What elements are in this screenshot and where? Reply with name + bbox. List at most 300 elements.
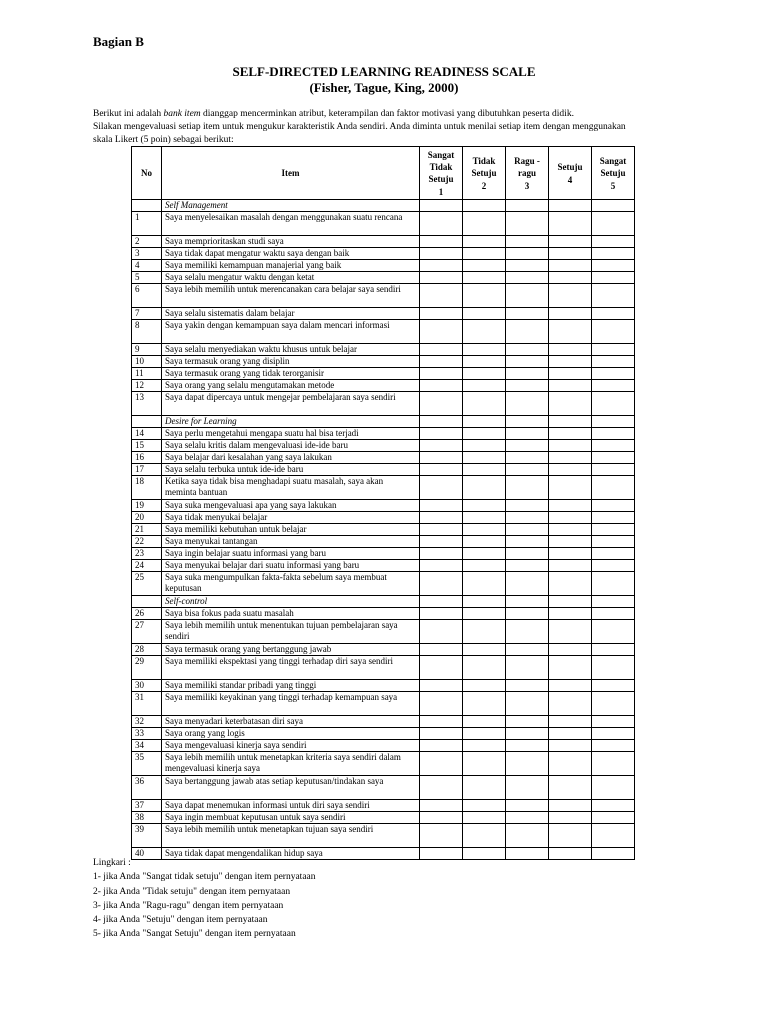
rating-cell-5[interactable] [592,536,635,548]
rating-cell-2[interactable] [463,368,506,380]
rating-cell-1[interactable] [420,464,463,476]
rating-cell-1 [420,596,463,608]
item-statement: Saya selalu terbuka untuk ide-ide baru [162,464,420,476]
rating-cell-4[interactable] [549,572,592,596]
rating-cell-4[interactable] [549,548,592,560]
item-row [132,272,635,284]
item-number: 27 [132,620,162,644]
rating-cell-1[interactable] [420,776,463,800]
rating-cell-1[interactable] [420,572,463,596]
intro-suffix: dianggap mencerminkan atribut, keterampilan dan faktor motivasi yang dibutuhkan peserta didik. [200,109,574,119]
intro-line-1 [93,108,693,121]
table-body [132,200,635,860]
item-statement: Saya dapat menemukan informasi untuk diri saya sendiri [162,800,420,812]
item-row [132,800,635,812]
rating-cell-3[interactable] [506,752,549,776]
item-row [132,608,635,620]
rating-cell-1[interactable] [420,812,463,824]
rating-cell-3[interactable] [506,392,549,416]
item-statement: Saya orang yang selalu mengutamakan metode [162,380,420,392]
rating-cell-4[interactable] [549,380,592,392]
rating-cell-2[interactable] [463,524,506,536]
rating-cell-3[interactable] [506,260,549,272]
item-number: 8 [132,320,162,344]
rating-cell-1[interactable] [420,716,463,728]
rating-cell-2[interactable] [463,752,506,776]
rating-cell-1[interactable] [420,512,463,524]
header-scale-4 [549,147,592,200]
rating-cell-2[interactable] [463,284,506,308]
rating-cell-1 [420,416,463,428]
rating-cell-4[interactable] [549,320,592,344]
item-number: 6 [132,284,162,308]
item-statement: Saya ingin membuat keputusan untuk saya sendiri [162,812,420,824]
item-statement: Saya memprioritaskan studi saya [162,236,420,248]
item-number: 23 [132,548,162,560]
item-statement: Saya suka mengevaluasi apa yang saya lakukan [162,500,420,512]
rating-cell-4[interactable] [549,212,592,236]
rating-cell-1[interactable] [420,428,463,440]
notes-line: 3- jika Anda "Ragu-ragu" dengan item pernyataan [93,900,284,911]
item-number: 24 [132,560,162,572]
item-row [132,572,635,596]
rating-cell-1[interactable] [420,620,463,644]
rating-cell-3[interactable] [506,548,549,560]
rating-cell-4[interactable] [549,248,592,260]
rating-cell-2[interactable] [463,308,506,320]
item-number: 3 [132,248,162,260]
rating-cell-3 [506,596,549,608]
rating-cell-1[interactable] [420,272,463,284]
item-row [132,812,635,824]
scale-1-number: 1 [438,186,444,197]
rating-cell-3[interactable] [506,608,549,620]
rating-cell-4[interactable] [549,536,592,548]
rating-cell-3[interactable] [506,248,549,260]
rating-cell-1[interactable] [420,740,463,752]
rating-cell-2[interactable] [463,728,506,740]
rating-cell-3[interactable] [506,644,549,656]
rating-cell-5[interactable] [592,728,635,740]
item-statement: Saya lebih memilih untuk menentukan tujuan pembelajaran saya sendiri [162,620,420,644]
rating-cell-3[interactable] [506,284,549,308]
rating-cell-3[interactable] [506,800,549,812]
rating-cell-3[interactable] [506,476,549,500]
rating-cell-4[interactable] [549,284,592,308]
scale-5-label: Sangat Setuju [599,155,627,178]
rating-cell-5[interactable] [592,680,635,692]
category-row [132,596,635,608]
rating-cell-2[interactable] [463,644,506,656]
notes-line: 1- jika Anda "Sangat tidak setuju" dengan item pernyataan [93,872,316,883]
rating-cell-3[interactable] [506,380,549,392]
rating-cell-5[interactable] [592,356,635,368]
rating-cell-2[interactable] [463,656,506,680]
scale-3-label: Ragu -ragu [514,155,540,178]
rating-cell-5[interactable] [592,644,635,656]
intro-instructions [93,121,693,147]
rating-cell-4[interactable] [549,428,592,440]
rating-cell-3[interactable] [506,236,549,248]
rating-cell-5[interactable] [592,656,635,680]
item-number: 1 [132,212,162,236]
item-number: 26 [132,608,162,620]
rating-cell-2[interactable] [463,680,506,692]
rating-cell-2[interactable] [463,428,506,440]
rating-cell-2[interactable] [463,500,506,512]
rating-cell-1[interactable] [420,344,463,356]
item-row [132,644,635,656]
rating-cell-4[interactable] [549,476,592,500]
rating-cell-1[interactable] [420,212,463,236]
rating-cell-5[interactable] [592,776,635,800]
rating-cell-3[interactable] [506,824,549,848]
rating-cell-1[interactable] [420,548,463,560]
item-number: 11 [132,368,162,380]
item-number: 16 [132,452,162,464]
rating-cell-5[interactable] [592,380,635,392]
rating-cell-3[interactable] [506,344,549,356]
rating-cell-4[interactable] [549,524,592,536]
rating-cell-4[interactable] [549,260,592,272]
rating-cell-5[interactable] [592,500,635,512]
rating-cell-5[interactable] [592,476,635,500]
item-row [132,212,635,236]
item-row [132,476,635,500]
rating-cell-2[interactable] [463,356,506,368]
rating-cell-5[interactable] [592,608,635,620]
rating-cell-5[interactable] [592,800,635,812]
rating-cell-2[interactable] [463,716,506,728]
item-statement: Saya termasuk orang yang disiplin [162,356,420,368]
rating-cell-2[interactable] [463,452,506,464]
rating-cell-1[interactable] [420,644,463,656]
rating-cell-5[interactable] [592,320,635,344]
rating-cell-4[interactable] [549,620,592,644]
item-row [132,356,635,368]
item-statement: Saya menyukai tantangan [162,536,420,548]
rating-cell-2[interactable] [463,548,506,560]
rating-cell-4[interactable] [549,716,592,728]
rating-cell-1[interactable] [420,728,463,740]
rating-cell-1[interactable] [420,524,463,536]
rating-cell-1[interactable] [420,440,463,452]
rating-cell-3[interactable] [506,440,549,452]
rating-cell-4[interactable] [549,644,592,656]
rating-cell-2[interactable] [463,260,506,272]
rating-cell-5[interactable] [592,464,635,476]
item-row [132,320,635,344]
rating-cell-1[interactable] [420,356,463,368]
rating-cell-5 [592,596,635,608]
rating-cell-5[interactable] [592,212,635,236]
rating-cell-2[interactable] [463,536,506,548]
rating-cell-4[interactable] [549,464,592,476]
intro-line-3: skala Likert (5 poin) sebagai berikut: [93,135,234,145]
rating-cell-4[interactable] [549,272,592,284]
item-row [132,344,635,356]
rating-cell-5[interactable] [592,752,635,776]
rating-cell-2 [463,596,506,608]
rating-cell-3[interactable] [506,572,549,596]
item-row [132,308,635,320]
item-number: 37 [132,800,162,812]
item-statement: Saya lebih memilih untuk menetapkan tujuan saya sendiri [162,824,420,848]
header-item: Item [162,147,420,200]
item-row [132,464,635,476]
rating-cell-3[interactable] [506,452,549,464]
rating-cell-2 [463,200,506,212]
rating-cell-4[interactable] [549,608,592,620]
rating-cell-5[interactable] [592,848,635,860]
rating-cell-4 [549,200,592,212]
intro-line-2: Silakan mengevaluasi setiap item untuk mengukur karakteristik Anda sendiri. Anda diminta untuk menilai setiap item dengan menggunakan [93,122,626,132]
item-number: 13 [132,392,162,416]
rating-cell-5[interactable] [592,260,635,272]
rating-cell-4[interactable] [549,656,592,680]
rating-cell-2[interactable] [463,476,506,500]
rating-cell-2[interactable] [463,692,506,716]
rating-cell-5[interactable] [592,440,635,452]
item-statement: Saya selalu mengatur waktu dengan ketat [162,272,420,284]
header-scale-2 [463,147,506,200]
rating-cell-2[interactable] [463,392,506,416]
rating-cell-1[interactable] [420,380,463,392]
scale-4-number: 4 [567,174,573,185]
item-statement: Saya memiliki kemampuan manajerial yang baik [162,260,420,272]
rating-cell-4[interactable] [549,356,592,368]
rating-cell-2[interactable] [463,272,506,284]
rating-cell-2[interactable] [463,380,506,392]
notes-line: 4- jika Anda "Setuju" dengan item pernyataan [93,915,268,926]
item-statement: Saya menyadari keterbatasan diri saya [162,716,420,728]
rating-cell-2[interactable] [463,560,506,572]
rating-cell-5[interactable] [592,272,635,284]
rating-cell-4[interactable] [549,752,592,776]
rating-cell-3[interactable] [506,368,549,380]
rating-cell-5[interactable] [592,392,635,416]
rating-cell-1[interactable] [420,824,463,848]
rating-cell-2[interactable] [463,320,506,344]
rating-cell-3[interactable] [506,656,549,680]
rating-cell-3[interactable] [506,776,549,800]
rating-cell-1[interactable] [420,692,463,716]
rating-cell-5[interactable] [592,740,635,752]
item-number: 25 [132,572,162,596]
rating-cell-5[interactable] [592,284,635,308]
rating-cell-4[interactable] [549,236,592,248]
rating-cell-5[interactable] [592,692,635,716]
rating-cell-3[interactable] [506,680,549,692]
rating-cell-4[interactable] [549,440,592,452]
rating-cell-2[interactable] [463,776,506,800]
item-number: 4 [132,260,162,272]
rating-cell-3[interactable] [506,716,549,728]
rating-cell-4[interactable] [549,452,592,464]
rating-cell-1[interactable] [420,320,463,344]
rating-cell-2[interactable] [463,812,506,824]
rating-cell-1[interactable] [420,476,463,500]
rating-cell-5[interactable] [592,344,635,356]
rating-cell-2[interactable] [463,800,506,812]
rating-cell-2[interactable] [463,572,506,596]
item-statement: Saya selalu menyediakan waktu khusus untuk belajar [162,344,420,356]
rating-cell-2[interactable] [463,464,506,476]
item-number: 35 [132,752,162,776]
item-row [132,260,635,272]
category-row [132,200,635,212]
rating-cell-5[interactable] [592,560,635,572]
rating-cell-3[interactable] [506,320,549,344]
rating-cell-1[interactable] [420,680,463,692]
rating-cell-2[interactable] [463,740,506,752]
rating-cell-5[interactable] [592,824,635,848]
rating-cell-4[interactable] [549,692,592,716]
rating-cell-4[interactable] [549,344,592,356]
rating-cell-2[interactable] [463,248,506,260]
rating-cell-3[interactable] [506,464,549,476]
rating-cell-1[interactable] [420,368,463,380]
item-statement: Saya menyelesaikan masalah dengan menggunakan suatu rencana [162,212,420,236]
rating-cell-3[interactable] [506,212,549,236]
item-statement: Ketika saya tidak bisa menghadapi suatu masalah, saya akan meminta bantuan [162,476,420,500]
item-row [132,380,635,392]
rating-cell-2[interactable] [463,620,506,644]
item-row [132,692,635,716]
rating-cell-5[interactable] [592,812,635,824]
rating-cell-1[interactable] [420,248,463,260]
rating-cell-1[interactable] [420,800,463,812]
rating-cell-4[interactable] [549,824,592,848]
rating-cell-3[interactable] [506,500,549,512]
rating-cell-1[interactable] [420,260,463,272]
rating-cell-4[interactable] [549,500,592,512]
rating-cell-5[interactable] [592,512,635,524]
rating-cell-1[interactable] [420,752,463,776]
rating-cell-2[interactable] [463,824,506,848]
likert-scale-table [131,146,635,860]
item-number: 22 [132,536,162,548]
rating-cell-2[interactable] [463,512,506,524]
rating-cell-4[interactable] [549,728,592,740]
rating-cell-3[interactable] [506,272,549,284]
rating-cell-4[interactable] [549,776,592,800]
item-statement: Saya mengevaluasi kinerja saya sendiri [162,740,420,752]
rating-cell-5[interactable] [592,572,635,596]
item-number: 5 [132,272,162,284]
scale-title: SELF-DIRECTED LEARNING READINESS SCALE [232,64,536,79]
rating-cell-1[interactable] [420,608,463,620]
rating-cell-5[interactable] [592,236,635,248]
rating-cell-4[interactable] [549,560,592,572]
category-row [132,416,635,428]
rating-cell-5[interactable] [592,716,635,728]
rating-cell-4[interactable] [549,740,592,752]
scale-5-number: 5 [610,180,616,191]
rating-cell-5[interactable] [592,428,635,440]
rating-cell-1[interactable] [420,284,463,308]
rating-cell-3[interactable] [506,812,549,824]
rating-cell-5[interactable] [592,524,635,536]
item-statement: Saya lebih memilih untuk merencanakan cara belajar saya sendiri [162,284,420,308]
header-scale-3 [506,147,549,200]
rating-cell-2[interactable] [463,236,506,248]
table-header-row [132,147,635,200]
item-row [132,440,635,452]
notes-heading: Lingkari : [93,858,131,868]
item-row [132,428,635,440]
rating-cell-1[interactable] [420,452,463,464]
rating-cell-2[interactable] [463,344,506,356]
rating-cell-3[interactable] [506,512,549,524]
header-scale-1 [420,147,463,200]
item-row [132,284,635,308]
rating-cell-3[interactable] [506,848,549,860]
rating-cell-5[interactable] [592,308,635,320]
rating-cell-4[interactable] [549,308,592,320]
rating-cell-1[interactable] [420,392,463,416]
rating-cell-5[interactable] [592,368,635,380]
item-number: 15 [132,440,162,452]
rating-cell-1[interactable] [420,656,463,680]
rating-cell-4 [549,596,592,608]
rating-cell-1[interactable] [420,536,463,548]
rating-cell-5[interactable] [592,548,635,560]
rating-cell-1[interactable] [420,236,463,248]
rating-cell-1[interactable] [420,848,463,860]
item-statement: Saya selalu kritis dalam mengevaluasi ide-ide baru [162,440,420,452]
rating-cell-3[interactable] [506,536,549,548]
rating-cell-5[interactable] [592,452,635,464]
rating-cell-4[interactable] [549,800,592,812]
rating-cell-2[interactable] [463,212,506,236]
rating-cell-4[interactable] [549,848,592,860]
rating-cell-3[interactable] [506,524,549,536]
rating-cell-3[interactable] [506,692,549,716]
rating-cell-3[interactable] [506,356,549,368]
item-row [132,776,635,800]
item-statement: Saya memiliki standar pribadi yang tinggi [162,680,420,692]
item-number: 40 [132,848,162,860]
rating-cell-3[interactable] [506,308,549,320]
rating-cell-1[interactable] [420,308,463,320]
rating-cell-5[interactable] [592,620,635,644]
rating-cell-4[interactable] [549,392,592,416]
item-number: 39 [132,824,162,848]
rating-cell-3[interactable] [506,728,549,740]
scale-4-label: Setuju [557,161,583,172]
scale-2-number: 2 [481,180,487,191]
rating-cell-1[interactable] [420,500,463,512]
item-number: 12 [132,380,162,392]
item-number: 31 [132,692,162,716]
rating-cell-4[interactable] [549,680,592,692]
rating-cell-5[interactable] [592,248,635,260]
rating-cell-3[interactable] [506,428,549,440]
notes-line: 5- jika Anda "Sangat Setuju" dengan item pernyataan [93,929,296,940]
rating-cell-4[interactable] [549,812,592,824]
notes-line: 2- jika Anda "Tidak setuju" dengan item pernyataan [93,886,291,897]
rating-cell-1[interactable] [420,560,463,572]
rating-cell-4[interactable] [549,512,592,524]
rating-cell-3[interactable] [506,560,549,572]
rating-cell-2[interactable] [463,440,506,452]
rating-cell-2[interactable] [463,608,506,620]
rating-cell-2[interactable] [463,848,506,860]
rating-cell-4[interactable] [549,368,592,380]
rating-cell-3[interactable] [506,740,549,752]
rating-cell-3[interactable] [506,620,549,644]
